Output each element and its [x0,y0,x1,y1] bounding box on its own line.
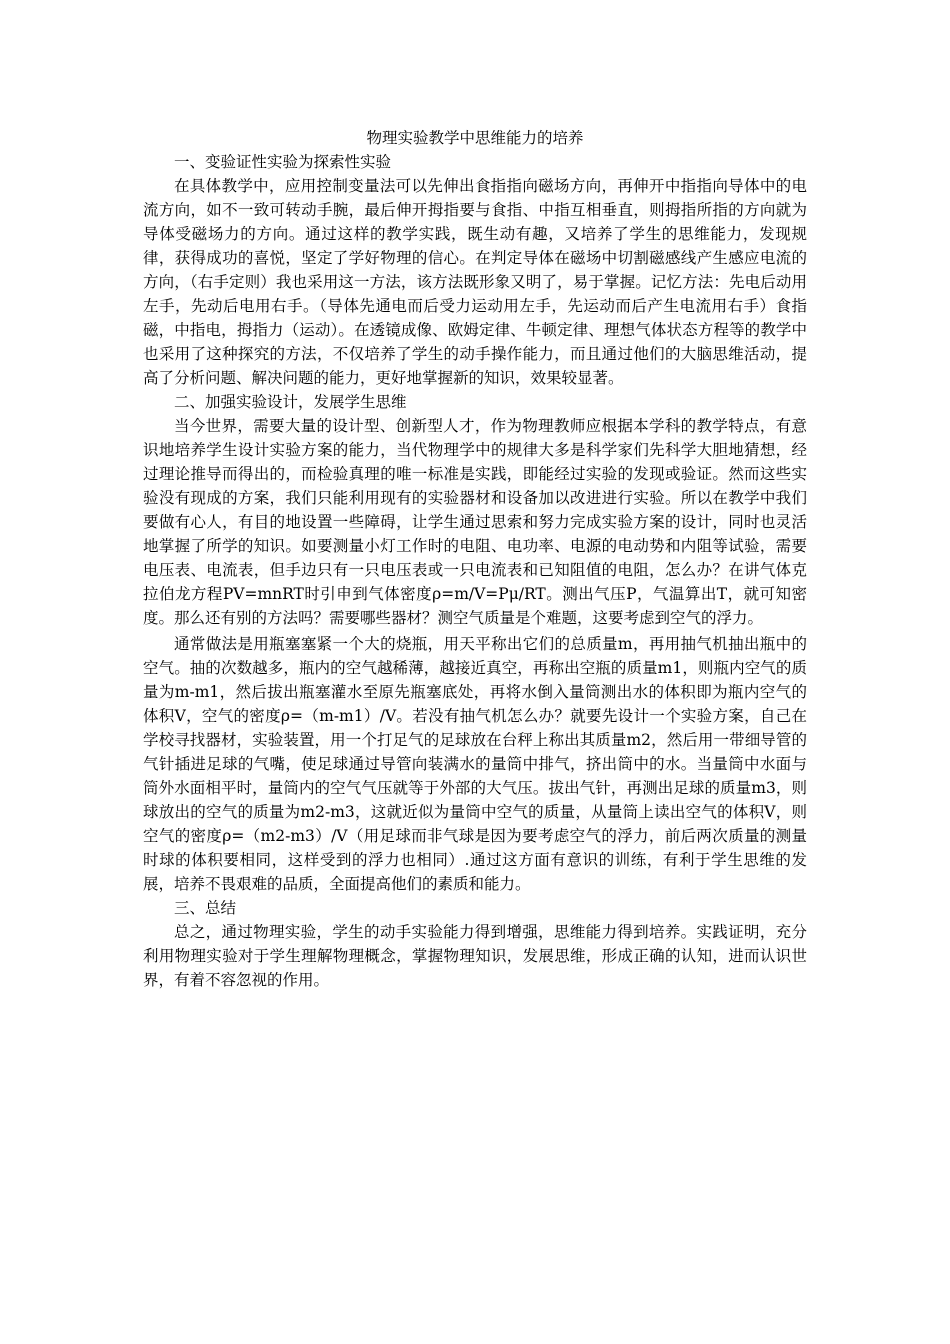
document-title: 物理实验教学中思维能力的培养 [366,129,584,147]
section-heading-1: 一、变验证性实验为探索性实验 [174,153,392,171]
document-page [143,126,807,992]
section-3-paragraph: 总之，通过物理实验，学生的动手实验能力得到增强，思维能力得到培养。实践证明，充分利用物理实验对于学生理解物理概念，掌握物理知识，发展思维，形成正确的认知，进而认识世界，有着不容忽视的作用。 [143,923,807,989]
section-2-paragraph-1: 当今世界，需要大量的设计型、创新型人才，作为物理教师应根据本学科的教学特点，有意识地培养学生设计实验方案的能力，当代物理学中的规律大多是科学家们先科学大胆地猜想，经过理论推导而得出的，而检验真理的唯一标准是实践，即能经过实验的发现或验证。然而这些实验没有现成的方案，我们只能利用现有的实验器材和设备加以改进进行实验。所以在教学中我们要做有心人，有目的地设置一些障碍，让学生通过思索和努力完成实验方案的设计，同时也灵活地掌握了所学的知识。如要测量小灯工作时的电阻、电功率、电源的电动势和内阻等试验，需要电压表、电流表，但手边只有一只电压表或一只电流表和已知阻值的电阻，怎么办？在讲气体克拉伯龙方程PV=mnRT时引申到气体密度ρ=m/V=Pμ/RT。测出气压P，气温算出T，就可知密度。那么还有别的方法吗？需要哪些器材？测空气质量是个难题，这要考虑到空气的浮力。 [143,417,807,627]
section-1-paragraph: 在具体教学中，应用控制变量法可以先伸出食指指向磁场方向，再伸开中指指向导体中的电流方向，如不一致可转动手腕，最后伸开拇指要与食指、中指互相垂直，则拇指所指的方向就为导体受磁场力的方向。通过这样的教学实践，既生动有趣，又培养了学生的思维能力，发现规律，获得成功的喜悦，坚定了学好物理的信心。在判定导体在磁场中切割磁感线产生感应电流的方向，（右手定则）我也采用这一方法，该方法既形象又明了，易于掌握。记忆方法：先电后动用左手，先动后电用右手。（导体先通电而后受力运动用左手，先运动而后产生电流用右手）食指磁，中指电，拇指力（运动）。在透镜成像、欧姆定律、牛顿定律、理想气体状态方程等的教学中也采用了这种探究的方法，不仅培养了学生的动手操作能力，而且通过他们的大脑思维活动，提高了分析问题、解决问题的能力，更好地掌握新的知识，效果较显著。 [143,177,807,387]
section-heading-2: 二、加强实验设计，发展学生思维 [174,393,407,411]
section-heading-3: 三、总结 [174,899,237,917]
section-2-paragraph-2: 通常做法是用瓶塞塞紧一个大的烧瓶，用天平称出它们的总质量m，再用抽气机抽出瓶中的空气。抽的次数越多，瓶内的空气越稀薄，越接近真空，再称出空瓶的质量m1，则瓶内空气的质量为m-m1，然后拔出瓶塞灌水至原先瓶塞底处，再将水倒入量筒测出水的体积即为瓶内空气的体积V，空气的密度ρ=（m-m1）/V。若没有抽气机怎么办？就要先设计一个实验方案，自己在学校寻找器材，实验装置，用一个打足气的足球放在台秤上称出其质量m2，然后用一带细导管的气针插进足球的气嘴，使足球通过导管向装满水的量筒中排气，挤出筒中的水。当量筒中水面与筒外水面相平时，量筒内的空气气压就等于外部的大气压。拔出气针，再测出足球的质量m3，则球放出的空气的质量为m2-m3，这就近似为量筒中空气的质量，从量筒上读出空气的体积V，则空气的密度ρ=（m2-m3）/V（用足球而非气球是因为要考虑空气的浮力，前后两次质量的测量时球的体积要相同，这样受到的浮力也相同）.通过这方面有意识的训练，有利于学生思维的发展，培养不畏艰难的品质，全面提高他们的素质和能力。 [143,635,807,893]
